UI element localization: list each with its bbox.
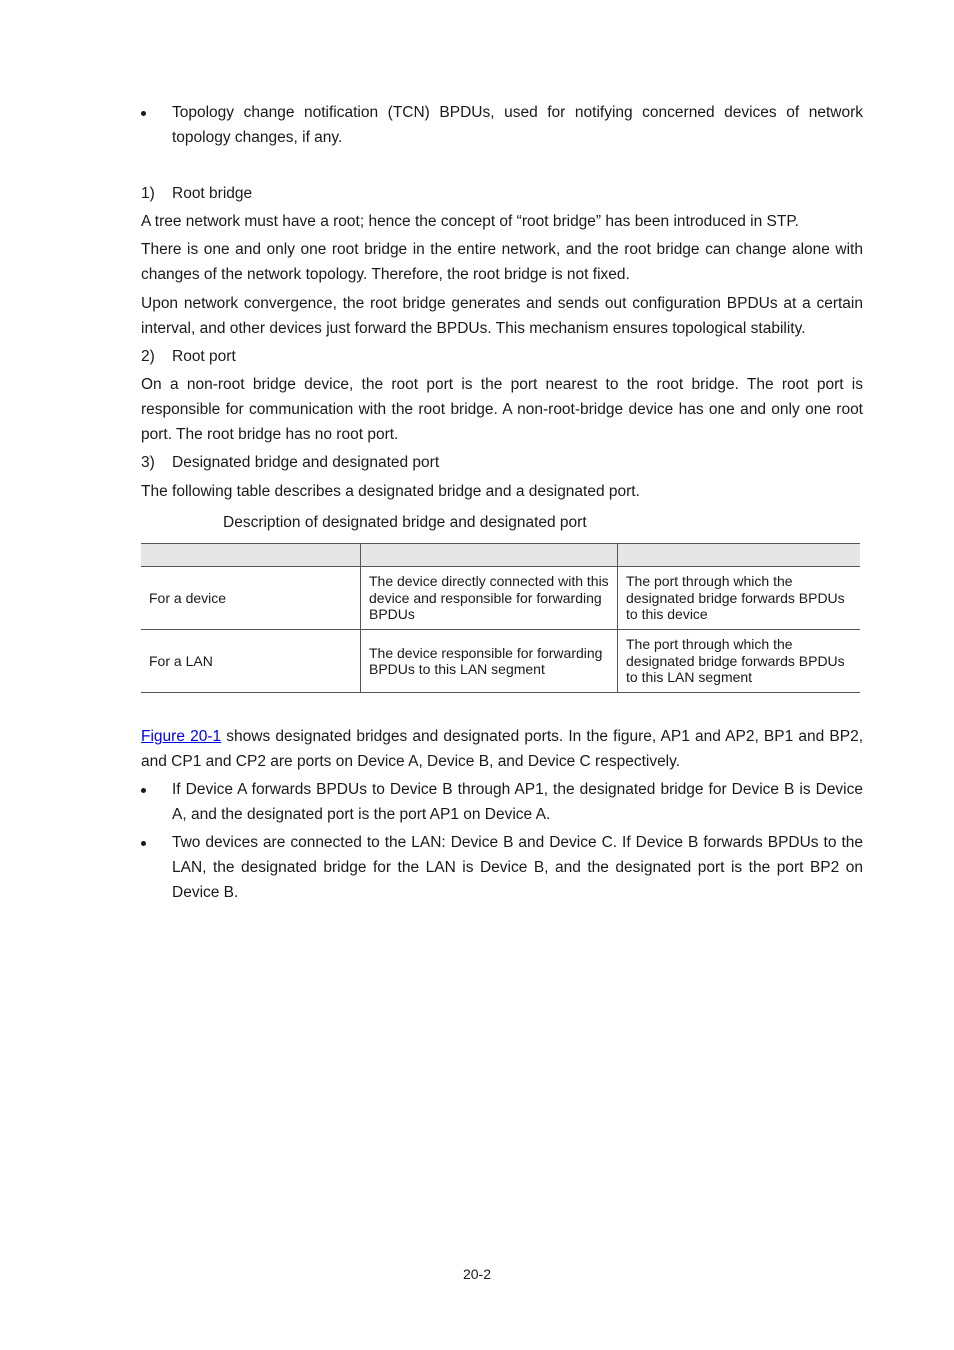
section-number: 2) [141, 348, 155, 365]
bullet-dot-icon [141, 111, 146, 116]
table-header-cell [618, 544, 861, 567]
section-heading-designated [141, 450, 863, 475]
bullet-item [141, 777, 863, 827]
table-header-cell [361, 544, 618, 567]
bullet-dot-icon [141, 788, 146, 793]
table-cell: For a device [141, 567, 361, 630]
table-header-cell [141, 544, 361, 567]
paragraph: A tree network must have a root; hence the concept of “root bridge” has been introduced in STP. [141, 213, 799, 230]
bullet-dot-icon [141, 841, 146, 846]
table-cell: The port through which the designated bridge forwards BPDUs to this device [618, 567, 861, 630]
paragraph: On a non-root bridge device, the root port is the port nearest to the root bridge. The root port is responsible for communication with the root bridge. A non-root-bridge device has one and only one root port. The root bridge has no root port. [141, 376, 863, 443]
section-number: 1) [141, 185, 155, 202]
bullet-text: Topology change notification (TCN) BPDUs, used for notifying concerned devices of network topology changes, if any. [172, 104, 863, 146]
section-number: 3) [141, 454, 155, 471]
bullet-item [141, 100, 863, 150]
figure-reference-paragraph [141, 724, 863, 774]
table-row [141, 630, 860, 693]
table-cell: The port through which the designated bridge forwards BPDUs to this LAN segment [618, 630, 861, 693]
bullet-text: If Device A forwards BPDUs to Device B through AP1, the designated bridge for Device B is Device A, and the designated port is the port AP1 on Device A. [172, 781, 863, 823]
bullet-text: Two devices are connected to the LAN: Device B and Device C. If Device B forwards BPDUs to the LAN, the designated bridge for the LAN is Device B, and the designated port is the port BP2 on Device B. [172, 834, 863, 901]
paragraph-text: shows designated bridges and designated ports. In the figure, AP1 and AP2, BP1 and BP2, and CP1 and CP2 are ports on Device A, Device B, and Device C respectively. [141, 728, 864, 770]
figure-link[interactable]: Figure 20-1 [141, 728, 222, 745]
document-body [141, 100, 863, 905]
section-title: Root port [172, 348, 236, 365]
section-heading-root-port [141, 344, 863, 369]
designated-table [141, 543, 860, 693]
paragraph: Upon network convergence, the root bridge generates and sends out configuration BPDUs at a certain interval, and other devices just forward the BPDUs. This mechanism ensures topological stability. [141, 295, 863, 337]
bullet-item [141, 830, 863, 905]
table-caption: Description of designated bridge and designated port [223, 514, 587, 531]
table-header-row [141, 544, 860, 567]
table-row [141, 567, 860, 630]
section-title: Designated bridge and designated port [172, 454, 440, 471]
table-cell: The device directly connected with this device and responsible for forwarding BPDUs [361, 567, 618, 630]
table-cell: For a LAN [141, 630, 361, 693]
page-number: 20-2 [462, 1266, 492, 1282]
section-heading-root-bridge [141, 181, 863, 206]
table-cell: The device responsible for forwarding BPDUs to this LAN segment [361, 630, 618, 693]
paragraph: The following table describes a designated bridge and a designated port. [141, 483, 640, 500]
section-title: Root bridge [172, 185, 253, 202]
paragraph: There is one and only one root bridge in the entire network, and the root bridge can change alone with changes of the network topology. Therefore, the root bridge is not fixed. [141, 241, 863, 283]
